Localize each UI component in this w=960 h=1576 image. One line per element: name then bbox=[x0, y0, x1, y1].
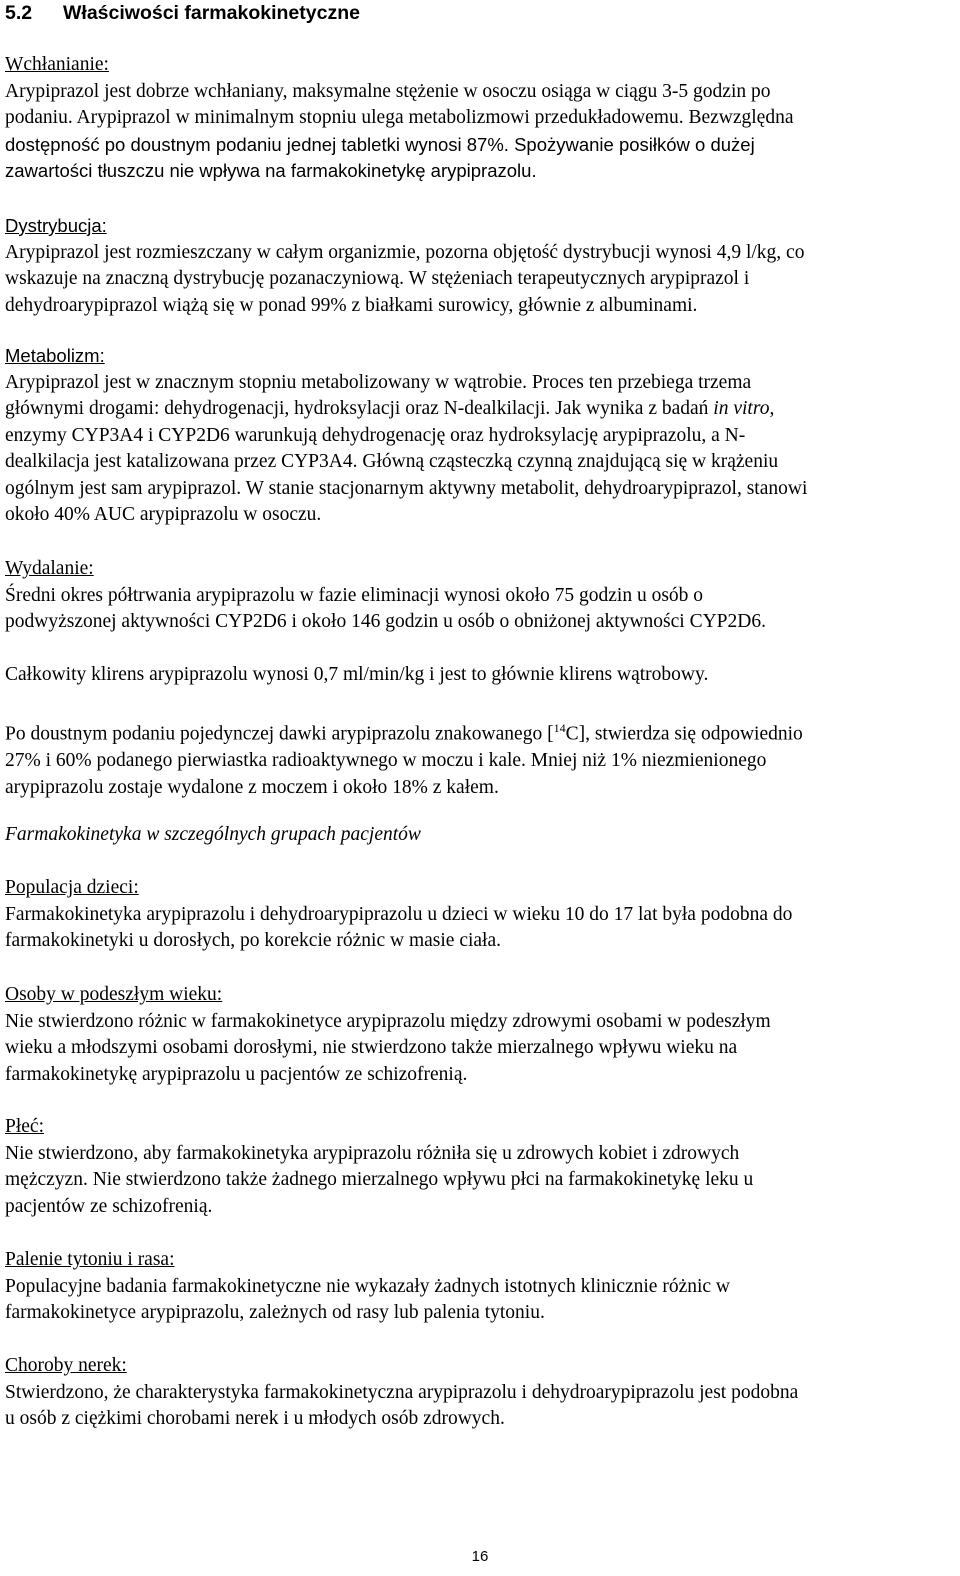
text-line: Średni okres półtrwania arypiprazolu w fazie eliminacji wynosi około 75 godzin u osób o bbox=[5, 584, 704, 606]
text-line: Nie stwierdzono, aby farmakokinetyka arypiprazolu różniła się u zdrowych kobiet i zdrowych bbox=[5, 1142, 740, 1164]
special-groups-title: Farmakokinetyka w szczególnych grupach pacjentów bbox=[5, 824, 421, 845]
children-text bbox=[5, 902, 955, 955]
renal-label: Choroby nerek: bbox=[5, 1355, 127, 1376]
absorption-text bbox=[5, 79, 955, 185]
text-line: dostępność po doustnym podaniu jednej tabletki wynosi 87%. Spożywanie posiłków o dużej bbox=[5, 133, 755, 155]
text-fragment: , bbox=[769, 398, 775, 419]
text-line: dehydroarypiprazol wiążą się w ponad 99% z białkami surowicy, głównie z albuminami. bbox=[5, 294, 698, 316]
text-line: u osób z ciężkimi chorobami nerek i u młodych osób zdrowych. bbox=[5, 1408, 505, 1429]
special-groups-section bbox=[5, 822, 955, 849]
isotope-superscript: 14 bbox=[553, 721, 566, 735]
text-line: Arypiprazol jest rozmieszczany w całym organizmie, pozorna objętość dystrybucji wynosi 4,9 l/kg, co bbox=[5, 241, 805, 263]
text-line: wieku a młodszymi osobami dorosłymi, nie stwierdzono także mierzalnego wpływu wieku na bbox=[5, 1037, 738, 1058]
sex-text bbox=[5, 1141, 955, 1221]
absorption-label: Wchłanianie: bbox=[5, 54, 109, 75]
text-line: farmakokinetykę arypiprazolu u pacjentów ze schizofrenią. bbox=[5, 1063, 468, 1085]
smoking-race-label: Palenie tytoniu i rasa: bbox=[5, 1249, 175, 1270]
in-vitro-italic: in vitro bbox=[713, 398, 770, 419]
text-line: Arypiprazol jest dobrze wchłaniany, maksymalne stężenie w osoczu osiąga w ciągu 3-5 godzin po bbox=[5, 80, 771, 102]
text-fragment: głównymi drogami: dehydrogenacji, hydroksylacji oraz N-dealkilacji. Jak wynika z badań bbox=[5, 398, 714, 419]
sex-section bbox=[5, 1114, 955, 1220]
text-line: Arypiprazol jest w znacznym stopniu metabolizowany w wątrobie. Proces ten przebiega trzema bbox=[5, 371, 752, 393]
renal-text bbox=[5, 1380, 955, 1433]
text-line: wskazuje na znaczną dystrybucję pozanaczyniową. W stężeniach terapeutycznych arypiprazol i bbox=[5, 268, 750, 289]
text-line: farmakokinetyce arypiprazolu, zależnych od rasy lub palenia tytoniu. bbox=[5, 1302, 545, 1323]
text-line bbox=[5, 396, 955, 423]
text-line: Populacyjne badania farmakokinetyczne nie wykazały żadnych istotnych klinicznie różnic w bbox=[5, 1275, 731, 1297]
text-line: ogólnym jest sam arypiprazol. W stanie stacjonarnym aktywny metabolit, dehydroarypiprazol, stanowi bbox=[5, 477, 808, 499]
page-number: 16 bbox=[471, 1548, 489, 1565]
smoking-race-section bbox=[5, 1247, 955, 1327]
text-line bbox=[5, 715, 955, 748]
section-title: Właściwości farmakokinetyczne bbox=[63, 2, 360, 24]
children-section bbox=[5, 875, 955, 955]
text-line: Całkowity klirens arypiprazolu wynosi 0,7 ml/min/kg i jest to głównie klirens wątrobowy. bbox=[5, 664, 709, 685]
clearance-paragraph bbox=[5, 662, 955, 689]
section-number: 5.2 bbox=[5, 2, 33, 24]
children-label: Populacja dzieci: bbox=[5, 877, 139, 898]
text-line: zawartości tłuszczu nie wpływa na farmakokinetykę arypiprazolu. bbox=[5, 160, 537, 181]
elderly-section bbox=[5, 982, 955, 1088]
text-line: pacjentów ze schizofrenią. bbox=[5, 1195, 213, 1217]
distribution-section bbox=[5, 213, 955, 319]
elderly-label: Osoby w podeszłym wieku: bbox=[5, 984, 223, 1005]
absorption-section bbox=[5, 52, 955, 185]
text-line: enzymy CYP3A4 i CYP2D6 warunkują dehydrogenację oraz hydroksylację arypiprazolu, a N- bbox=[5, 424, 746, 446]
text-line: Farmakokinetyka arypiprazolu i dehydroarypiprazolu u dzieci w wieku 10 do 17 lat była podobna do bbox=[5, 903, 793, 925]
elimination-section bbox=[5, 556, 955, 636]
elderly-text bbox=[5, 1009, 955, 1089]
text-line: podaniu. Arypiprazol w minimalnym stopniu ulega metabolizmowi przedukładowemu. Bezwzględna bbox=[5, 107, 794, 128]
metabolism-label: Metabolizm: bbox=[5, 345, 105, 366]
elimination-text bbox=[5, 583, 955, 636]
metabolism-text bbox=[5, 370, 955, 529]
smoking-race-text bbox=[5, 1274, 955, 1327]
text-line: Stwierdzono, że charakterystyka farmakokinetyczna arypiprazolu i dehydroarypiprazolu jest podobna bbox=[5, 1381, 799, 1403]
text-line: farmakokinetyki u dorosłych, po korekcie różnic w masie ciała. bbox=[5, 930, 501, 951]
text-line: dealkilacja jest katalizowana przez CYP3A4. Główną cząsteczką czynną znajdującą się w krążeniu bbox=[5, 451, 779, 472]
radiolabel-paragraph bbox=[5, 715, 955, 801]
distribution-text bbox=[5, 240, 955, 320]
distribution-label: Dystrybucja: bbox=[5, 215, 107, 236]
text-line: mężczyzn. Nie stwierdzono także żadnego mierzalnego wpływu płci na farmakokinetykę leku u bbox=[5, 1169, 754, 1190]
elimination-label: Wydalanie: bbox=[5, 558, 94, 579]
text-fragment: Po doustnym podaniu pojedynczej dawki arypiprazolu znakowanego [ bbox=[5, 723, 554, 745]
section-heading bbox=[5, 2, 360, 25]
text-line: podwyższonej aktywności CYP2D6 i około 146 godzin u osób o obniżonej aktywności CYP2D6. bbox=[5, 611, 766, 632]
sex-label: Płeć: bbox=[5, 1116, 44, 1137]
metabolism-section bbox=[5, 343, 955, 529]
text-line: arypiprazolu zostaje wydalone z moczem i około 18% z kałem. bbox=[5, 776, 499, 798]
text-fragment: C], stwierdza się odpowiednio bbox=[565, 723, 803, 745]
text-line: 27% i 60% podanego pierwiastka radioaktywnego w moczu i kale. Mniej niż 1% niezmienionego bbox=[5, 750, 767, 771]
text-line: Nie stwierdzono różnic w farmakokinetyce arypiprazolu między zdrowymi osobami w podeszłym bbox=[5, 1010, 771, 1032]
text-line: około 40% AUC arypiprazolu w osoczu. bbox=[5, 504, 322, 525]
renal-section bbox=[5, 1353, 955, 1433]
radiolabel-text bbox=[5, 715, 955, 801]
clearance-text bbox=[5, 662, 955, 689]
